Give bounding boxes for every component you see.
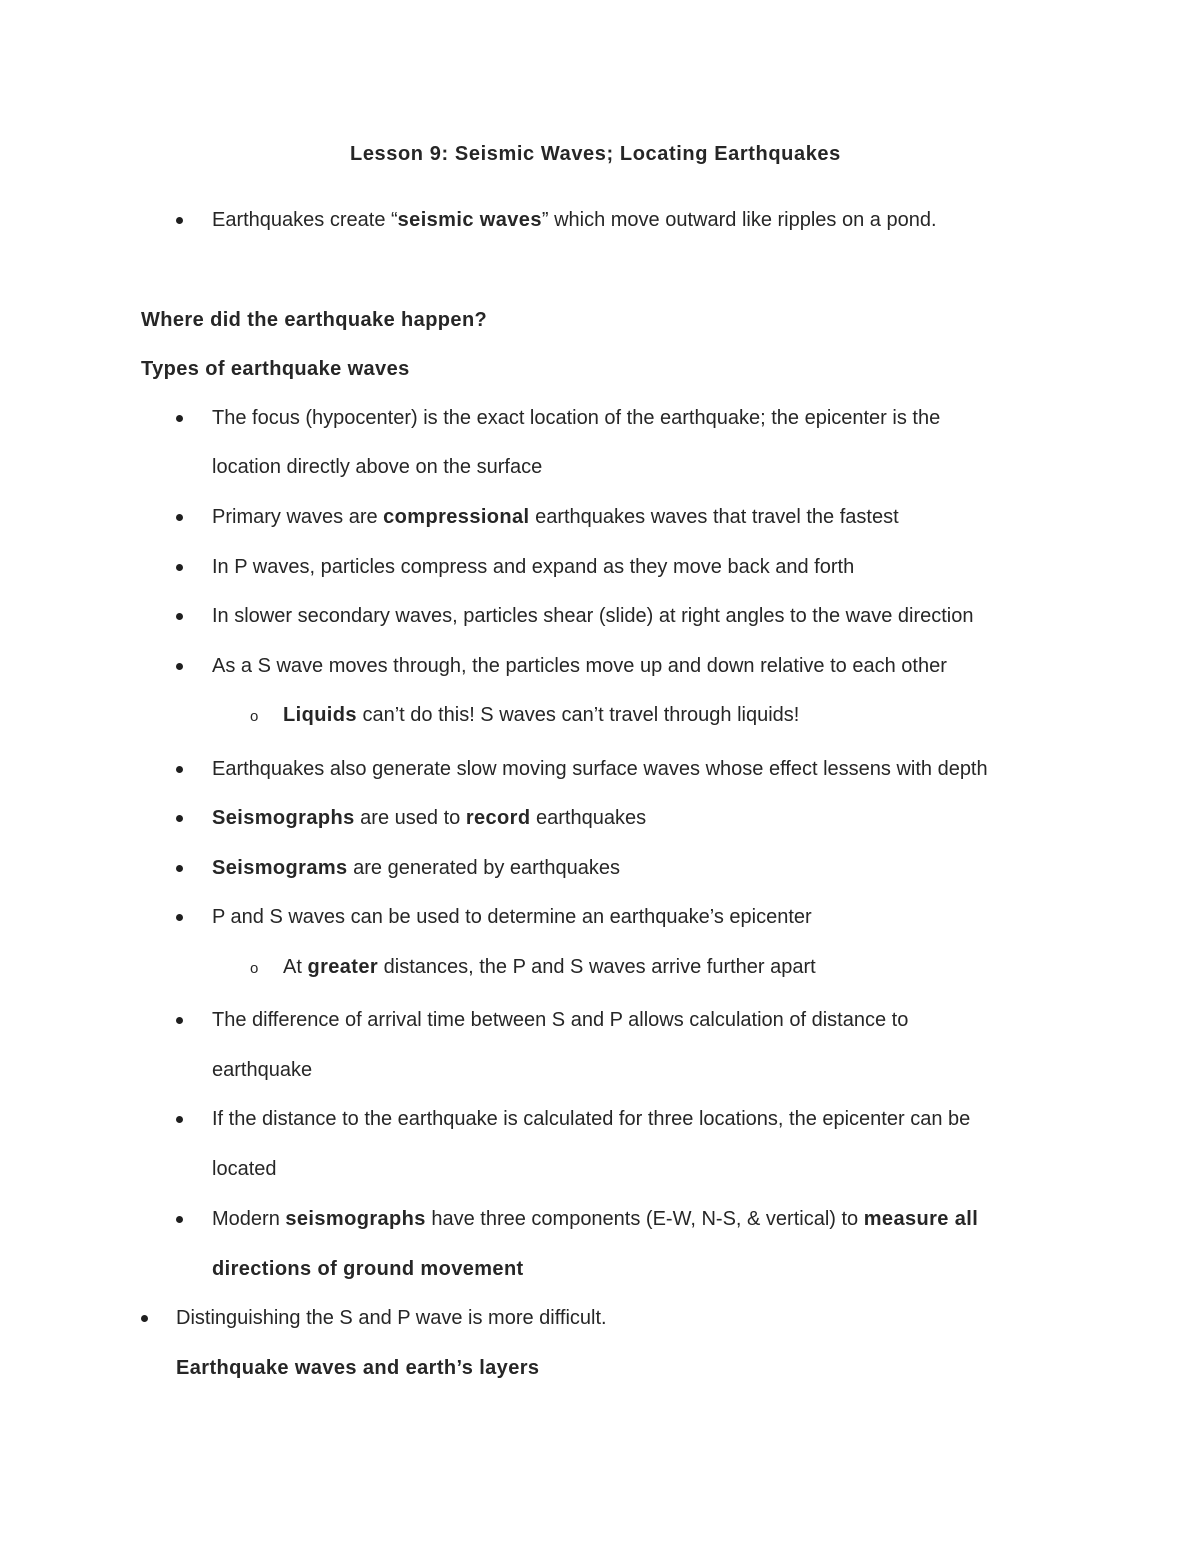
primary-text: Primary waves are [212,506,384,528]
list-item-surface: Earthquakes also generate slow moving surface waves whose effect lessens with depth [212,758,988,780]
heading-types: Types of earthquake waves [141,358,410,380]
list-item-modern-cont [212,1257,524,1281]
bullet-icon [141,1315,148,1322]
sub-item-liquids [283,703,799,727]
heading-layers: Earthquake waves and earth’s layers [176,1357,540,1379]
bullet-icon [176,766,183,773]
greater-text: At [283,956,308,978]
list-item-seismographs [212,806,646,830]
list-item-three-locations: If the distance to the earthquake is calculated for three locations, the epicenter can be [212,1108,971,1130]
primary-text-end: earthquakes waves that travel the fastest [529,506,899,528]
page-title: Lesson 9: Seismic Waves; Locating Earthquakes [350,143,841,165]
bullet-icon [176,1116,183,1123]
bullet-icon [176,1216,183,1223]
seismographs-text: are used to [354,807,466,829]
bullet-icon [176,613,183,620]
list-item-difference-cont: earthquake [212,1059,313,1081]
sub-bullet-icon: o [250,708,259,725]
greater-bold: greater [307,956,379,978]
list-item-modern [212,1207,978,1231]
seismographs-text-end: earthquakes [530,807,647,829]
bullet-icon [176,663,183,670]
bullet-icon [176,914,183,921]
heading-where: Where did the earthquake happen? [141,309,488,331]
list-item-ps-epicenter: P and S waves can be used to determine an earthquake’s epicenter [212,906,812,928]
seismograms-bold: Seismograms [212,857,348,879]
greater-text-end: distances, the P and S waves arrive further apart [378,956,816,978]
list-item-difference: The difference of arrival time between S and P allows calculation of distance to [212,1009,909,1031]
seismographs-bold: Seismographs [212,807,355,829]
list-item-s-wave: As a S wave moves through, the particles move up and down relative to each other [212,655,947,677]
list-item-focus-cont: location directly above on the surface [212,456,543,478]
list-item-focus: The focus (hypocenter) is the exact location of the earthquake; the epicenter is the [212,407,941,429]
intro-text-end: ” which move outward like ripples on a pond. [541,209,937,231]
bullet-icon [176,217,183,224]
bullet-icon [176,815,183,822]
modern-text-mid: have three components (E-W, N-S, & vertical) to [425,1208,864,1230]
list-item-three-locations-cont: located [212,1158,277,1180]
list-item-distinguishing: Distinguishing the S and P wave is more difficult. [176,1307,607,1329]
sub-bullet-icon: o [250,960,259,977]
bullet-icon [176,564,183,571]
modern-seismographs-bold: seismographs [285,1208,426,1230]
seismograms-text: are generated by earthquakes [347,857,620,879]
list-item-seismograms [212,856,620,880]
sub-item-greater [283,955,816,979]
list-item-primary [212,505,899,529]
liquids-text: can’t do this! S waves can’t travel through liquids! [356,704,800,726]
bullet-icon [176,1017,183,1024]
bullet-icon [176,415,183,422]
modern-text: Modern [212,1208,286,1230]
bullet-icon [176,514,183,521]
directions-bold: directions of ground movement [212,1258,524,1280]
intro-text: Earthquakes create “ [212,209,398,231]
list-item-intro [212,208,937,232]
intro-bold: seismic waves [397,209,542,231]
liquids-bold: Liquids [283,704,357,726]
list-item-secondary: In slower secondary waves, particles shear (slide) at right angles to the wave direction [212,605,974,627]
record-bold: record [465,807,531,829]
measure-all-bold: measure all [863,1208,979,1230]
list-item-p-waves: In P waves, particles compress and expand as they move back and forth [212,556,855,578]
bullet-icon [176,865,183,872]
primary-bold: compressional [383,506,530,528]
